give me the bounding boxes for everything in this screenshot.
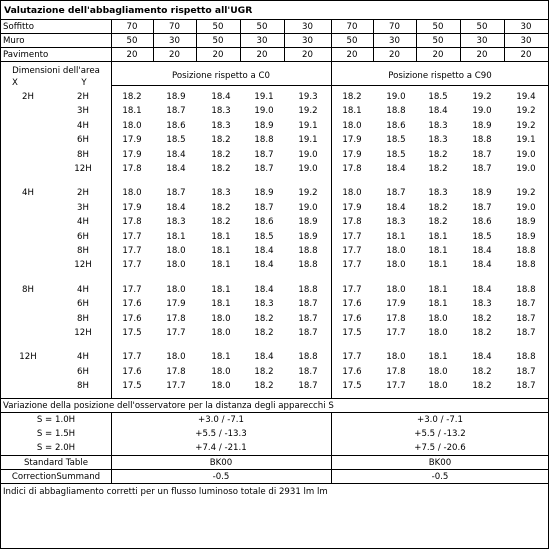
ugr-value-c0: 18.7 xyxy=(254,149,274,160)
ugr-value-c90: 17.7 xyxy=(342,284,362,295)
ugr-value-c90: 18.1 xyxy=(428,352,448,363)
variation-c90: +3.0 / -7.1 xyxy=(417,415,463,425)
reflectance-value: 30 xyxy=(302,22,313,32)
y-dimension: 8H xyxy=(77,149,89,160)
ugr-value-c90: 17.5 xyxy=(342,328,362,338)
ugr-value-c0: 18.0 xyxy=(122,120,142,131)
position-c0-header: Posizione rispetto a C0 xyxy=(172,71,270,81)
grid-line xyxy=(153,19,154,61)
ugr-value-c0: 18.7 xyxy=(298,328,318,338)
ugr-value-c0: 19.1 xyxy=(254,92,274,102)
reflectance-value: 20 xyxy=(520,50,532,60)
ugr-value-c90: 19.2 xyxy=(516,188,536,199)
ugr-value-c0: 18.6 xyxy=(254,217,274,228)
grid-line xyxy=(331,85,332,398)
ugr-value-c90: 18.5 xyxy=(386,149,406,160)
ugr-value-c0: 18.2 xyxy=(254,328,274,338)
ugr-value-c0: 17.7 xyxy=(122,284,142,295)
ugr-value-c0: 18.0 xyxy=(166,246,186,256)
ugr-value-c90: 18.8 xyxy=(516,284,536,295)
spacing-label: S = 1.0H xyxy=(36,415,76,425)
ugr-value-c90: 18.5 xyxy=(386,135,406,146)
reflectance-value: 20 xyxy=(346,50,358,60)
y-dimension: 2H xyxy=(77,188,89,199)
ugr-value-c0: 18.7 xyxy=(298,381,318,392)
reflectance-value: 50 xyxy=(432,22,444,32)
grid-line xyxy=(460,19,461,61)
ugr-value-c0: 19.0 xyxy=(298,149,318,160)
ugr-value-c0: 18.0 xyxy=(211,313,231,324)
y-dimension: 4H xyxy=(77,284,89,295)
ugr-value-c0: 18.4 xyxy=(254,352,274,363)
ugr-value-c0: 18.0 xyxy=(166,260,186,271)
grid-line xyxy=(1,469,548,470)
ugr-value-c0: 18.3 xyxy=(254,299,274,310)
ugr-value-c0: 18.9 xyxy=(254,120,274,131)
ugr-value-c0: 18.1 xyxy=(122,106,142,117)
ugr-value-c0: 18.9 xyxy=(254,188,274,199)
reflectance-value: 30 xyxy=(520,36,532,46)
ugr-value-c0: 18.1 xyxy=(211,352,231,363)
ugr-value-c90: 18.3 xyxy=(386,217,406,228)
ugr-value-c0: 19.3 xyxy=(298,92,318,102)
x-dimension: 8H xyxy=(22,284,34,295)
ugr-value-c0: 18.4 xyxy=(254,284,274,295)
ugr-value-c90: 18.3 xyxy=(428,135,448,146)
ugr-value-c0: 18.5 xyxy=(254,231,274,242)
ugr-value-c90: 19.1 xyxy=(516,135,536,146)
reflectance-value: 20 xyxy=(432,50,444,60)
variation-c0: +3.0 / -7.1 xyxy=(198,415,244,425)
ugr-value-c90: 19.2 xyxy=(516,120,536,131)
reflectance-value: 50 xyxy=(476,22,488,32)
reflectance-value: 30 xyxy=(256,36,268,46)
ugr-value-c90: 18.3 xyxy=(428,120,448,131)
ugr-value-c90: 18.7 xyxy=(472,164,492,174)
variation-c90: +5.5 / -13.2 xyxy=(414,429,466,439)
ugr-value-c90: 19.0 xyxy=(386,92,406,102)
y-dimension: 6H xyxy=(77,135,89,146)
ugr-value-c0: 18.2 xyxy=(211,164,231,174)
ugr-value-c0: 18.4 xyxy=(254,260,274,271)
reflectance-value: 70 xyxy=(346,22,358,32)
ugr-value-c90: 18.9 xyxy=(516,217,536,228)
ugr-value-c0: 19.0 xyxy=(298,202,318,213)
ugr-value-c90: 18.2 xyxy=(472,381,492,392)
reflectance-value: 50 xyxy=(212,36,224,46)
correction-label: CorrectionSummand xyxy=(11,472,101,482)
ugr-value-c0: 17.9 xyxy=(122,149,142,160)
ugr-value-c0: 18.9 xyxy=(298,217,318,228)
ugr-value-c0: 18.5 xyxy=(166,135,186,146)
y-dimension: 4H xyxy=(77,352,89,363)
y-dimension: 2H xyxy=(77,92,89,102)
table-title: Valutazione dell'abbagliamento rispetto all'UGR xyxy=(4,5,253,16)
ugr-value-c90: 17.7 xyxy=(342,352,362,363)
ugr-value-c0: 18.8 xyxy=(298,260,318,271)
grid-line xyxy=(111,412,112,455)
ugr-value-c0: 17.9 xyxy=(122,202,142,213)
ugr-value-c90: 19.0 xyxy=(516,149,536,160)
ugr-value-c90: 18.7 xyxy=(472,149,492,160)
position-c90-header: Posizione rispetto a C90 xyxy=(388,71,492,81)
grid-line xyxy=(504,19,505,61)
ugr-value-c90: 18.1 xyxy=(428,284,448,295)
ugr-value-c90: 18.5 xyxy=(428,92,448,102)
ugr-value-c0: 18.4 xyxy=(166,149,186,160)
ugr-value-c0: 18.0 xyxy=(166,352,186,363)
ugr-value-c90: 18.4 xyxy=(472,246,492,256)
ugr-value-c0: 18.1 xyxy=(166,231,186,242)
spacing-label: S = 1.5H xyxy=(36,429,76,439)
reflectance-value: 30 xyxy=(520,22,532,32)
ugr-value-c90: 17.6 xyxy=(342,313,362,324)
ugr-value-c90: 18.8 xyxy=(472,135,492,146)
ugr-value-c90: 18.9 xyxy=(472,120,492,131)
ugr-value-c0: 18.8 xyxy=(298,284,318,295)
ugr-value-c0: 18.2 xyxy=(254,366,274,377)
ugr-value-c0: 17.8 xyxy=(122,217,142,228)
ugr-value-c90: 18.1 xyxy=(386,231,406,242)
variation-c0: +7.4 / -21.1 xyxy=(195,443,247,453)
ugr-value-c90: 18.9 xyxy=(516,231,536,242)
reflectance-label: Pavimento xyxy=(3,50,49,60)
ugr-value-c0: 18.4 xyxy=(166,202,186,213)
ugr-value-c90: 18.7 xyxy=(516,366,536,377)
ugr-value-c90: 17.7 xyxy=(342,246,362,256)
grid-line xyxy=(111,61,112,85)
ugr-value-c0: 19.2 xyxy=(298,106,318,117)
reflectance-value: 50 xyxy=(212,22,224,32)
y-dimension: 6H xyxy=(77,366,89,377)
grid-line xyxy=(196,19,197,61)
ugr-value-c90: 18.7 xyxy=(516,313,536,324)
ugr-value-c0: 17.5 xyxy=(122,381,142,392)
reflectance-value: 50 xyxy=(256,22,268,32)
ugr-value-c90: 18.0 xyxy=(386,352,406,363)
ugr-value-c0: 18.7 xyxy=(298,313,318,324)
ugr-value-c0: 18.0 xyxy=(211,381,231,392)
ugr-value-c90: 18.8 xyxy=(516,246,536,256)
ugr-value-c0: 18.7 xyxy=(166,188,186,199)
ugr-value-c0: 18.1 xyxy=(211,299,231,310)
ugr-value-c90: 18.0 xyxy=(428,381,448,392)
ugr-value-c90: 18.2 xyxy=(472,366,492,377)
ugr-value-c90: 19.2 xyxy=(516,106,536,117)
ugr-value-c90: 17.8 xyxy=(342,164,362,174)
ugr-value-c0: 18.4 xyxy=(254,246,274,256)
reflectance-value: 30 xyxy=(389,36,400,46)
y-dimension: 4H xyxy=(77,217,89,228)
ugr-value-c90: 18.0 xyxy=(386,284,406,295)
ugr-value-c0: 17.5 xyxy=(122,328,142,338)
ugr-value-c0: 17.7 xyxy=(122,246,142,256)
ugr-value-c0: 18.0 xyxy=(166,284,186,295)
y-dimension: 8H xyxy=(77,381,89,392)
ugr-value-c90: 18.2 xyxy=(428,149,448,160)
ugr-value-c0: 18.7 xyxy=(166,106,186,117)
x-label: X xyxy=(12,78,18,88)
ugr-value-c0: 18.1 xyxy=(211,260,231,271)
grid-line xyxy=(373,19,374,61)
ugr-value-c90: 18.4 xyxy=(386,202,406,213)
ugr-value-c0: 17.7 xyxy=(166,328,186,338)
ugr-value-c90: 18.8 xyxy=(386,106,406,117)
ugr-value-c90: 18.4 xyxy=(428,106,448,117)
ugr-value-c0: 18.2 xyxy=(211,135,231,146)
ugr-value-c90: 18.4 xyxy=(472,260,492,271)
ugr-value-c90: 17.6 xyxy=(342,366,362,377)
reflectance-value: 20 xyxy=(302,50,313,60)
ugr-value-c90: 19.4 xyxy=(516,92,536,102)
ugr-value-c0: 17.7 xyxy=(122,352,142,363)
ugr-value-c0: 17.6 xyxy=(122,299,142,310)
ugr-value-c90: 17.7 xyxy=(342,260,362,271)
reflectance-value: 20 xyxy=(256,50,268,60)
ugr-value-c0: 18.8 xyxy=(298,352,318,363)
grid-line xyxy=(1,61,548,62)
ugr-value-c0: 17.8 xyxy=(166,366,186,377)
ugr-value-c90: 18.8 xyxy=(516,352,536,363)
ugr-value-c90: 18.4 xyxy=(472,284,492,295)
ugr-value-c90: 18.1 xyxy=(428,246,448,256)
ugr-value-c0: 18.3 xyxy=(211,106,231,117)
ugr-value-c90: 18.0 xyxy=(428,328,448,338)
variation-title: Variazione della posizione dell'osservatore per la distanza degli apparecchi S xyxy=(3,401,334,411)
ugr-value-c0: 18.1 xyxy=(211,231,231,242)
ugr-value-c90: 19.0 xyxy=(516,164,536,174)
ugr-value-c90: 17.7 xyxy=(342,231,362,242)
ugr-value-c90: 18.0 xyxy=(428,366,448,377)
ugr-value-c90: 17.9 xyxy=(342,202,362,213)
ugr-value-c0: 18.6 xyxy=(166,120,186,131)
ugr-value-c0: 18.4 xyxy=(166,164,186,174)
ugr-value-c0: 17.8 xyxy=(122,164,142,174)
ugr-value-c90: 18.7 xyxy=(516,381,536,392)
y-dimension: 12H xyxy=(74,328,92,338)
reflectance-value: 70 xyxy=(169,22,180,32)
ugr-value-c0: 18.7 xyxy=(298,366,318,377)
footnote: Indici di abbagliamento corretti per un flusso luminoso totale di 2931 lm lm xyxy=(3,487,328,497)
ugr-value-c90: 18.8 xyxy=(516,260,536,271)
ugr-value-c0: 18.2 xyxy=(211,217,231,228)
ugr-value-c0: 18.1 xyxy=(211,246,231,256)
ugr-value-c0: 18.3 xyxy=(211,188,231,199)
ugr-value-c90: 18.1 xyxy=(342,106,362,117)
ugr-value-c90: 19.2 xyxy=(472,92,492,102)
reflectance-value: 20 xyxy=(126,50,138,60)
reflectance-value: 50 xyxy=(432,36,444,46)
grid-line xyxy=(240,19,241,61)
ugr-value-c90: 18.2 xyxy=(428,202,448,213)
reflectance-value: 30 xyxy=(476,36,488,46)
ugr-value-c90: 17.5 xyxy=(342,381,362,392)
ugr-value-c90: 19.0 xyxy=(472,106,492,117)
variation-c0: +5.5 / -13.3 xyxy=(195,429,247,439)
ugr-value-c0: 17.7 xyxy=(122,231,142,242)
grid-line xyxy=(111,85,112,398)
ugr-value-c90: 18.0 xyxy=(386,260,406,271)
y-dimension: 12H xyxy=(74,164,92,174)
grid-line xyxy=(1,455,548,456)
ugr-value-c90: 18.7 xyxy=(386,188,406,199)
y-dimension: 12H xyxy=(74,260,92,271)
ugr-value-c90: 18.1 xyxy=(428,299,448,310)
variation-c90: +7.5 / -20.6 xyxy=(414,443,466,453)
grid-line xyxy=(1,483,548,484)
ugr-value-c0: 18.8 xyxy=(298,246,318,256)
ugr-value-c90: 18.2 xyxy=(472,328,492,338)
grid-line xyxy=(416,19,417,61)
x-dimension: 12H xyxy=(19,352,37,363)
ugr-value-c0: 18.7 xyxy=(254,164,274,174)
reflectance-value: 50 xyxy=(346,36,358,46)
ugr-value-c90: 18.2 xyxy=(472,313,492,324)
y-dimension: 8H xyxy=(77,246,89,256)
ugr-value-c0: 17.8 xyxy=(166,313,186,324)
ugr-value-c90: 18.5 xyxy=(472,231,492,242)
ugr-value-c90: 17.6 xyxy=(342,299,362,310)
y-dimension: 4H xyxy=(77,120,89,131)
ugr-value-c0: 17.9 xyxy=(122,135,142,146)
reflectance-label: Soffitto xyxy=(3,22,35,32)
grid-line xyxy=(331,412,332,455)
ugr-value-c90: 18.7 xyxy=(516,328,536,338)
ugr-value-c90: 18.7 xyxy=(472,202,492,213)
ugr-value-c90: 19.0 xyxy=(516,202,536,213)
grid-line xyxy=(1,19,548,20)
ugr-value-c0: 18.2 xyxy=(211,202,231,213)
reflectance-value: 20 xyxy=(212,50,224,60)
y-dimension: 6H xyxy=(77,299,89,310)
ugr-value-c0: 18.9 xyxy=(298,231,318,242)
reflectance-value: 30 xyxy=(302,36,313,46)
ugr-value-c0: 18.7 xyxy=(254,202,274,213)
grid-line xyxy=(331,61,332,85)
ugr-value-c0: 18.3 xyxy=(166,217,186,228)
spacing-label: S = 2.0H xyxy=(36,443,76,453)
grid-line xyxy=(111,85,548,86)
ugr-value-c90: 18.1 xyxy=(428,231,448,242)
standard-table-c0: BK00 xyxy=(209,458,233,468)
standard-table-c90: BK00 xyxy=(428,458,452,468)
ugr-value-c90: 17.9 xyxy=(386,299,406,310)
ugr-value-c90: 18.4 xyxy=(386,164,406,174)
standard-table-label: Standard Table xyxy=(23,458,89,468)
ugr-value-c0: 19.0 xyxy=(254,106,274,117)
ugr-value-c0: 18.2 xyxy=(254,313,274,324)
y-dimension: 6H xyxy=(77,231,89,242)
ugr-value-c0: 18.0 xyxy=(122,188,142,199)
ugr-value-c90: 18.3 xyxy=(472,299,492,310)
grid-line xyxy=(1,412,548,413)
ugr-value-c0: 18.9 xyxy=(166,92,186,102)
ugr-value-c90: 18.0 xyxy=(342,188,362,199)
ugr-value-c0: 19.2 xyxy=(298,188,318,199)
ugr-value-c0: 18.7 xyxy=(298,299,318,310)
ugr-value-c0: 18.2 xyxy=(211,149,231,160)
ugr-value-c90: 18.7 xyxy=(516,299,536,310)
ugr-value-c90: 18.0 xyxy=(386,246,406,256)
ugr-value-c90: 17.8 xyxy=(342,217,362,228)
ugr-value-c0: 18.0 xyxy=(211,366,231,377)
grid-line xyxy=(1,33,548,34)
ugr-value-c0: 19.0 xyxy=(298,164,318,174)
ugr-value-c90: 17.9 xyxy=(342,135,362,146)
ugr-value-c90: 17.7 xyxy=(386,328,406,338)
reflectance-value: 70 xyxy=(126,22,138,32)
correction-c0: -0.5 xyxy=(212,472,230,482)
ugr-value-c0: 17.7 xyxy=(122,260,142,271)
ugr-value-c90: 18.1 xyxy=(428,260,448,271)
ugr-value-c0: 17.6 xyxy=(122,313,142,324)
y-dimension: 3H xyxy=(77,106,89,117)
grid-line xyxy=(1,398,548,399)
reflectance-label: Muro xyxy=(3,36,25,46)
reflectance-value: 50 xyxy=(126,36,138,46)
ugr-value-c90: 18.9 xyxy=(472,188,492,199)
y-dimension: 3H xyxy=(77,202,89,213)
ugr-value-c0: 18.0 xyxy=(211,328,231,338)
ugr-value-c0: 18.8 xyxy=(254,135,274,146)
ugr-value-c90: 18.2 xyxy=(342,92,362,102)
ugr-value-c90: 18.2 xyxy=(428,164,448,174)
ugr-value-c0: 18.1 xyxy=(211,284,231,295)
x-dimension: 2H xyxy=(22,92,34,102)
reflectance-value: 20 xyxy=(169,50,180,60)
ugr-value-c90: 17.7 xyxy=(386,381,406,392)
y-label: Y xyxy=(81,78,87,88)
ugr-value-c0: 17.9 xyxy=(166,299,186,310)
reflectance-value: 30 xyxy=(169,36,180,46)
ugr-value-c90: 17.8 xyxy=(386,313,406,324)
ugr-value-c90: 18.6 xyxy=(472,217,492,228)
reflectance-value: 20 xyxy=(389,50,400,60)
ugr-value-c0: 18.2 xyxy=(122,92,142,102)
ugr-value-c0: 17.7 xyxy=(166,381,186,392)
ugr-value-c0: 19.1 xyxy=(298,120,318,131)
ugr-value-c0: 18.2 xyxy=(254,381,274,392)
correction-c90: -0.5 xyxy=(431,472,449,482)
grid-line xyxy=(331,19,332,61)
ugr-value-c90: 17.9 xyxy=(342,149,362,160)
ugr-value-c0: 17.6 xyxy=(122,366,142,377)
ugr-value-c0: 18.4 xyxy=(211,92,231,102)
ugr-value-c90: 18.6 xyxy=(386,120,406,131)
ugr-value-c0: 18.3 xyxy=(211,120,231,131)
grid-line xyxy=(111,19,112,61)
reflectance-value: 70 xyxy=(389,22,400,32)
ugr-value-c90: 17.8 xyxy=(386,366,406,377)
ugr-value-c90: 18.0 xyxy=(428,313,448,324)
area-dimensions-header: Dimensioni dell'area xyxy=(12,66,100,76)
ugr-value-c0: 19.1 xyxy=(298,135,318,146)
grid-line xyxy=(1,47,548,48)
ugr-value-c90: 18.0 xyxy=(342,120,362,131)
grid-line xyxy=(284,19,285,61)
y-dimension: 8H xyxy=(77,313,89,324)
x-dimension: 4H xyxy=(22,188,34,199)
ugr-value-c90: 18.3 xyxy=(428,188,448,199)
ugr-value-c90: 18.4 xyxy=(472,352,492,363)
reflectance-value: 20 xyxy=(476,50,488,60)
ugr-value-c90: 18.2 xyxy=(428,217,448,228)
